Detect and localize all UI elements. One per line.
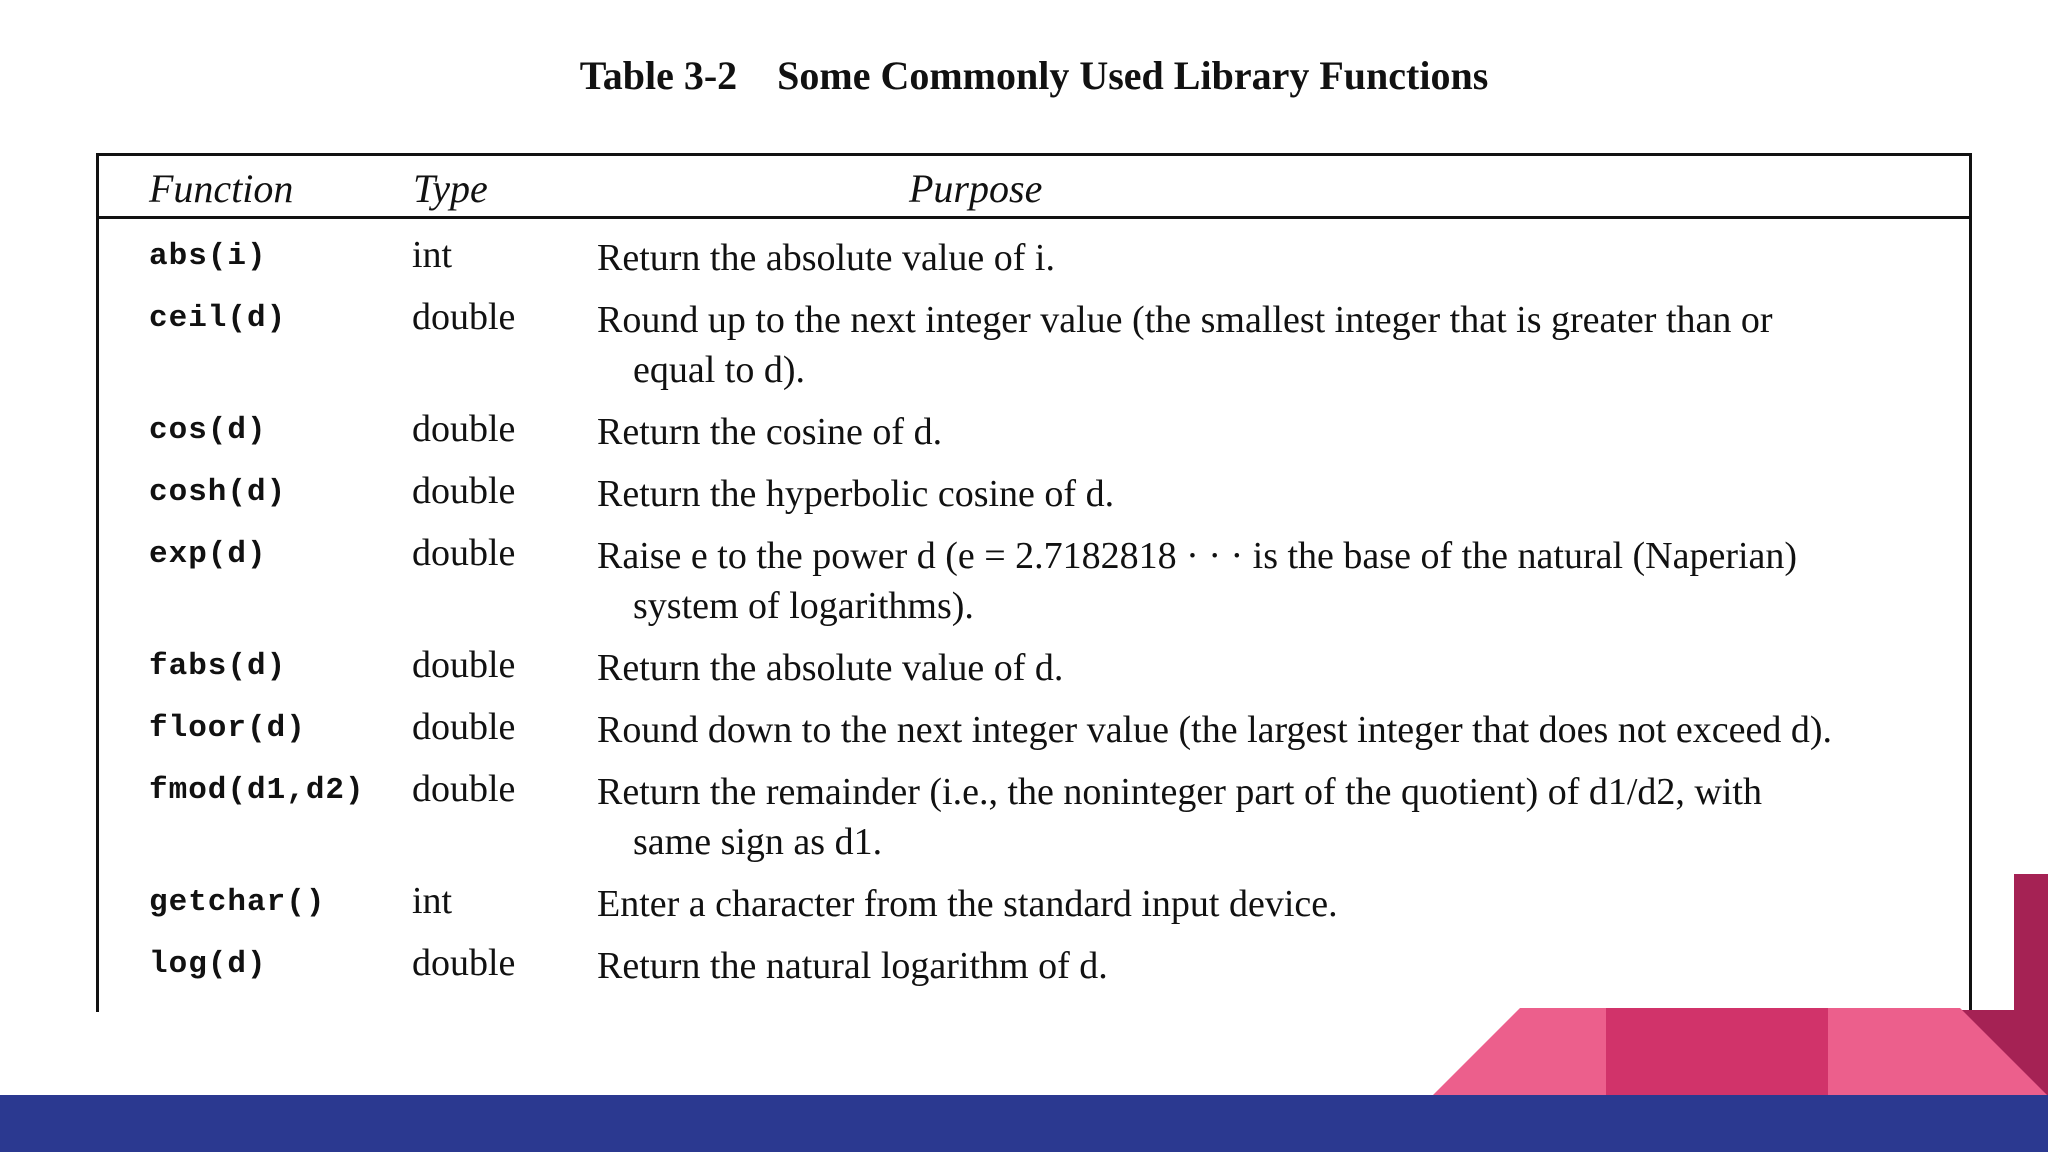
function-cell: floor(d) [149, 711, 306, 746]
purpose-cell: Round down to the next integer value (the largest integer that does not exceed d). [597, 709, 1832, 751]
function-cell: cos(d) [149, 413, 267, 448]
purpose-cell: Round up to the next integer value (the smallest integer that is greater than or equal to d). [597, 299, 1773, 391]
function-cell: exp(d) [149, 537, 267, 572]
purpose-cell: Return the natural logarithm of d. [597, 945, 1108, 987]
function-cell: cosh(d) [149, 475, 287, 510]
function-cell: abs(i) [149, 239, 267, 274]
type-cell: int [412, 234, 453, 276]
function-cell: fmod(d1,d2) [149, 773, 365, 808]
type-cell: double [412, 296, 516, 338]
purpose-cell: Return the absolute value of d. [597, 647, 1064, 689]
pink-left-shape [1432, 1008, 1610, 1096]
type-cell: double [412, 644, 516, 686]
table-title: Table 3-2 Some Commonly Used Library Functions [579, 53, 1489, 98]
header-purpose: Purpose [909, 166, 1043, 211]
header-function: Function [149, 166, 294, 211]
type-cell: double [412, 408, 516, 450]
purpose-cell: Return the hyperbolic cosine of d. [597, 473, 1115, 515]
function-cell: log(d) [149, 947, 267, 982]
corner-decoration [1380, 870, 2048, 1100]
function-cell: getchar() [149, 885, 326, 920]
type-cell: double [412, 768, 516, 810]
table-header-row [99, 156, 1969, 219]
bottom-band [0, 1095, 2048, 1152]
purpose-cell: Return the cosine of d. [597, 411, 943, 453]
type-cell: int [412, 880, 453, 922]
purpose-cell: Return the remainder (i.e., the noninteger part of the quotient) of d1/d2, with same sign as d1. [597, 771, 1762, 863]
function-cell: fabs(d) [149, 649, 287, 684]
purpose-cell: Raise e to the power d (e = 2.7182818 · · · is the base of the natural (Naperian) system of logarithms). [597, 535, 1798, 627]
type-cell: double [412, 470, 516, 512]
type-cell: double [412, 706, 516, 748]
crimson-shape [1606, 1008, 1828, 1096]
type-cell: double [412, 942, 516, 984]
purpose-cell: Enter a character from the standard input device. [597, 883, 1338, 925]
function-cell: ceil(d) [149, 301, 287, 336]
header-type: Type [413, 166, 488, 211]
type-cell: double [412, 532, 516, 574]
purpose-cell: Return the absolute value of i. [597, 237, 1055, 279]
